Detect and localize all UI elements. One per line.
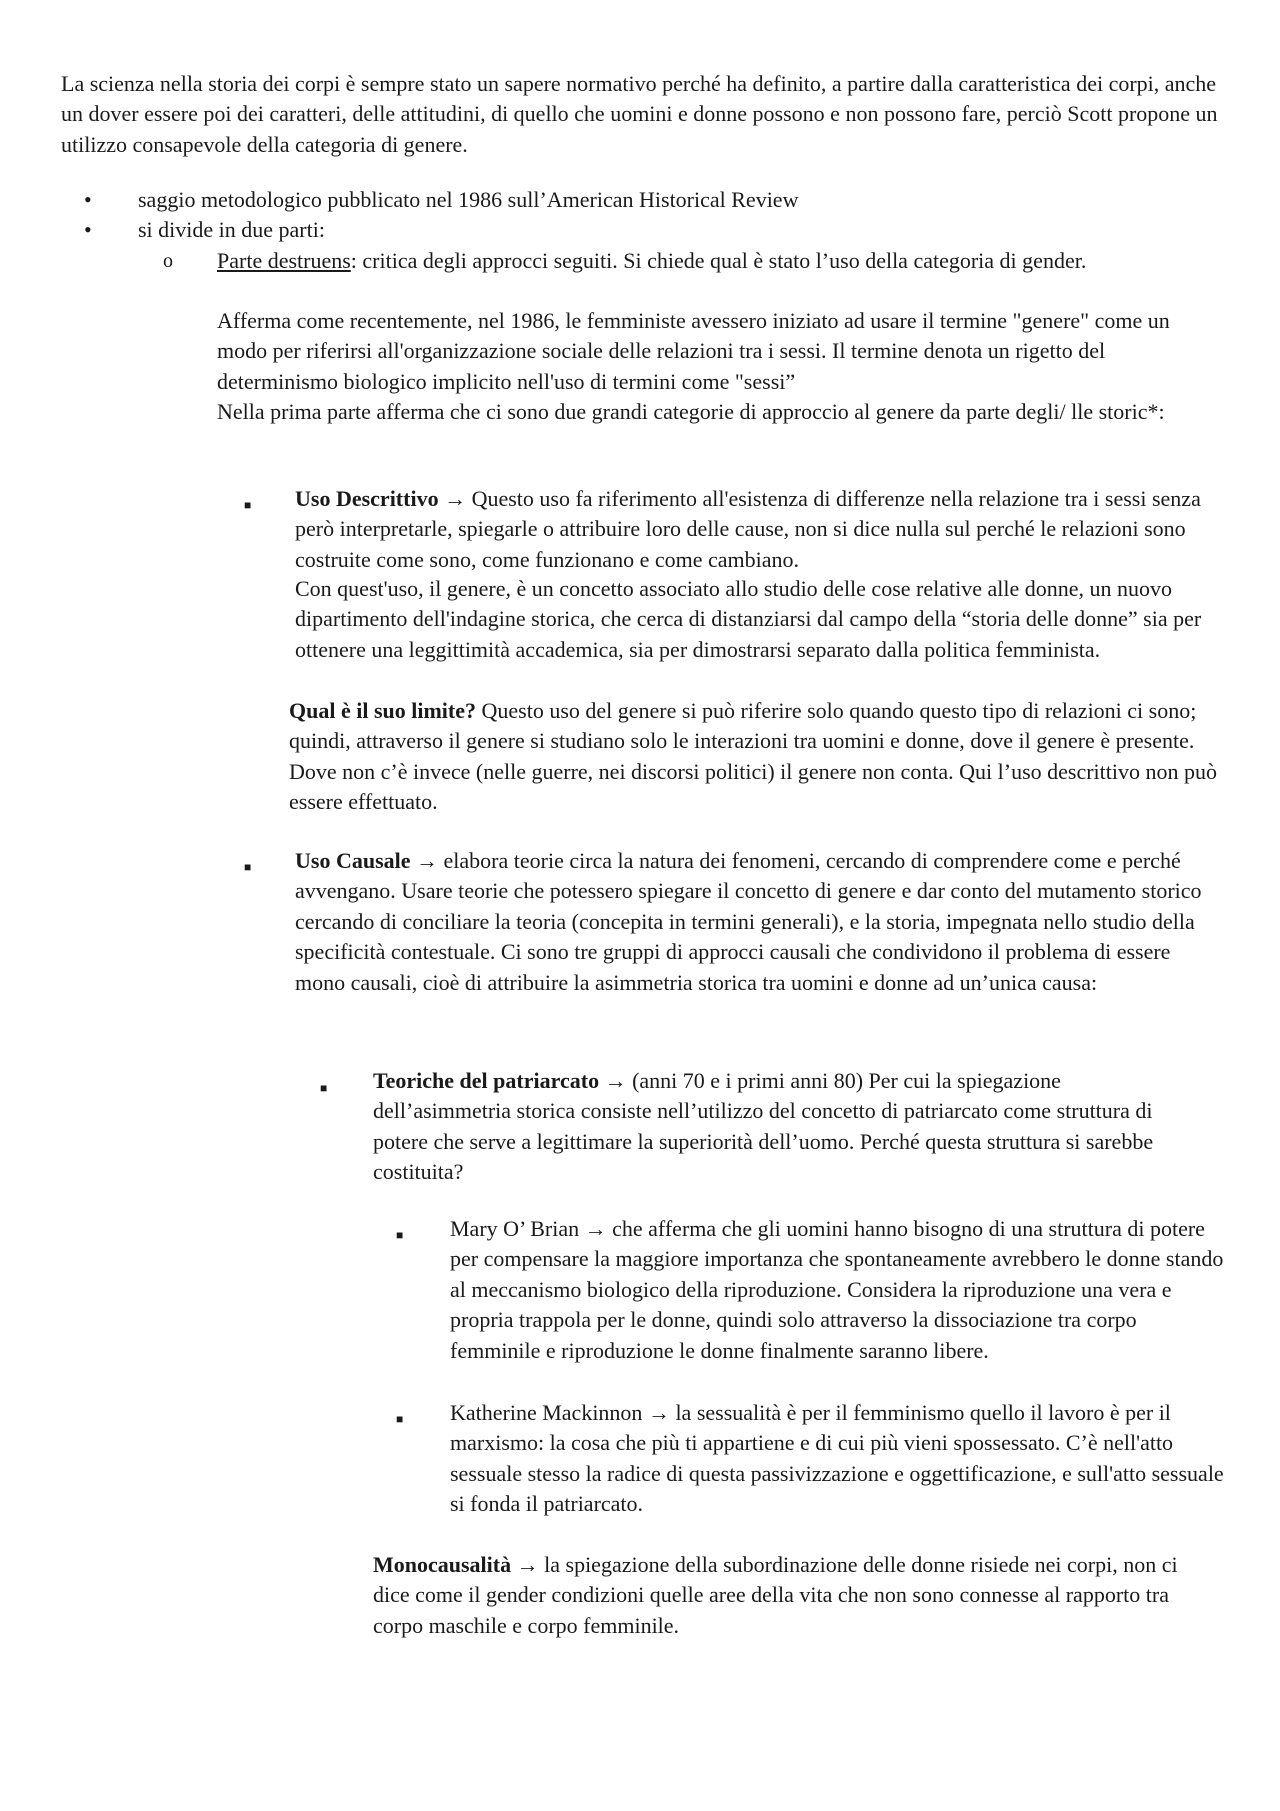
destruens-label: Parte destruens [217,248,351,273]
monocausalita-text: la spiegazione della subordinazione delle donne risiede nei corpi, non ci dice come il gender condizioni quelle aree della vita che non sono connesse al rapporto tra corpo maschile e corpo femminile. [373,1552,1178,1638]
destruens-text-3: Nella prima parte afferma che ci sono due grandi categorie di approccio al genere da parte degli/ lle storic*: [217,399,1165,424]
descrittivo-text-2: Con quest'uso, il genere, è un concetto associato allo studio delle cose relative alle donne, un nuovo dipartimento dell'indagine storica, che cerca di distanziarsi dal campo della “storia delle donne” sia per ottenere una leggittimità accademica, sia per dimostrarsi separato dalla politica femminista. [295,576,1202,662]
intro-paragraph [61,69,1221,160]
descrittivo-limit-label: Qual è il suo limite? [289,698,476,723]
destruens-paragraph-2 [217,306,1197,397]
list-item [138,185,1228,215]
obrian-label: Mary O’ Brian [450,1216,580,1241]
arrow-icon: → [416,848,439,873]
patriarcato-paragraph [373,1066,1193,1188]
list-item [138,215,1228,245]
patriarcato-text: (anni 70 e i primi anni 80) Per cui la spiegazione dell’asimmetria storica consiste nell’utilizzo del concetto di patriarcato come struttura di potere che serve a legittimare la superiorità dell’uomo. Perché questa struttura si sarebbe costituita? [373,1068,1154,1185]
bullet-square: ■ [244,498,252,512]
obrian-paragraph [450,1214,1225,1366]
descrittivo-limit-text: Questo uso del genere si può riferire solo quando questo tipo di relazioni ci sono; quindi, attraverso il genere si studiano solo le interazioni tra uomini e donne, dove il genere è presente. Dove non c’è invece (nelle guerre, nei discorsi politici) il genere non conta. Qui l’uso descrittivo non può essere effettuato. [289,698,1217,815]
bullet-disc: • [84,187,92,212]
descrittivo-paragraph-2 [295,574,1230,665]
destruens-text: : critica degli approcci seguiti. Si chiede qual è stato l’uso della categoria di gender. [350,248,1087,273]
bullet-square: ■ [244,860,252,874]
causale-paragraph [295,846,1215,998]
bullet-square: ■ [396,1412,404,1426]
bullet-square: ■ [396,1228,404,1242]
arrow-icon: → [444,486,467,511]
list-item-text: saggio metodologico pubblicato nel 1986 sull’American Historical Review [138,187,799,212]
mackinnon-text: la sessualità è per il femminismo quello il lavoro è per il marxismo: la cosa che più ti appartiene e di cui più vieni spossessato. C’è nell'atto sessuale stesso la radice di questa passivizzazione e oggettificazione, e sull'atto sessuale si fonda il patriarcato. [450,1400,1224,1517]
patriarcato-label: Teoriche del patriarcato [373,1068,600,1093]
arrow-icon: → [584,1216,607,1241]
descrittivo-text: Questo uso fa riferimento all'esistenza di differenze nella relazione tra i sessi senza però interpretarle, spiegarle o attribuire loro delle cause, non si dice nulla sul perché le relazioni sono costruite come sono, come funzionano e come cambiano. [295,486,1201,572]
descrittivo-label: Uso Descrittivo [295,486,439,511]
causale-label: Uso Causale [295,848,411,873]
monocausalita-paragraph [373,1550,1203,1641]
arrow-icon: → [516,1552,539,1577]
mackinnon-paragraph [450,1398,1225,1520]
descrittivo-limit-paragraph [289,696,1224,818]
destruens-paragraph [217,246,1197,276]
mackinnon-label: Katherine Mackinnon [450,1400,643,1425]
bullet-disc: • [84,217,92,242]
list-item-text: si divide in due parti: [138,217,325,242]
obrian-text: che afferma che gli uomini hanno bisogno di una struttura di potere per compensare la maggiore importanza che spontaneamente avrebbero le donne stando al meccanismo biologico della riproduzione. Considera la riproduzione una vera e propria trappola per le donne, quindi solo attraverso la dissociazione tra corpo femminile e riproduzione le donne finalmente saranno libere. [450,1216,1224,1363]
causale-text: elabora teorie circa la natura dei fenomeni, cercando di comprendere come e perché avvengano. Usare teorie che potessero spiegare il concetto di genere e dar conto del mutamento storico cercando di conciliare la teoria (concepita in termini generali), e la storia, impegnata nello studio della specificità contestuale. Ci sono tre gruppi di approcci causali che condividono il problema di essere mono causali, cioè di attribuire la asimmetria storica tra uomini e donne ad un’unica causa: [295,848,1202,995]
monocausalita-label: Monocausalità [373,1552,512,1577]
descrittivo-paragraph [295,484,1230,575]
destruens-text-2: Afferma come recentemente, nel 1986, le femministe avessero iniziato ad usare il termine "genere" come un modo per riferirsi all'organizzazione sociale delle relazioni tra i sessi. Il termine denota un rigetto del determinismo biologico implicito nell'uso di termini come "sessi” [217,308,1170,394]
destruens-paragraph-3 [217,397,1227,427]
bullet-circle: o [163,250,173,272]
arrow-icon: → [604,1068,627,1093]
intro-text: La scienza nella storia dei corpi è sempre stato un sapere normativo perché ha definito, a partire dalla caratteristica dei corpi, anche un dover essere poi dei caratteri, delle attitudini, di quello che uomini e donne possono e non possono fare, perciò Scott propone un utilizzo consapevole della categoria di genere. [61,71,1218,157]
bullet-square: ■ [320,1081,328,1095]
arrow-icon: → [647,1400,670,1425]
